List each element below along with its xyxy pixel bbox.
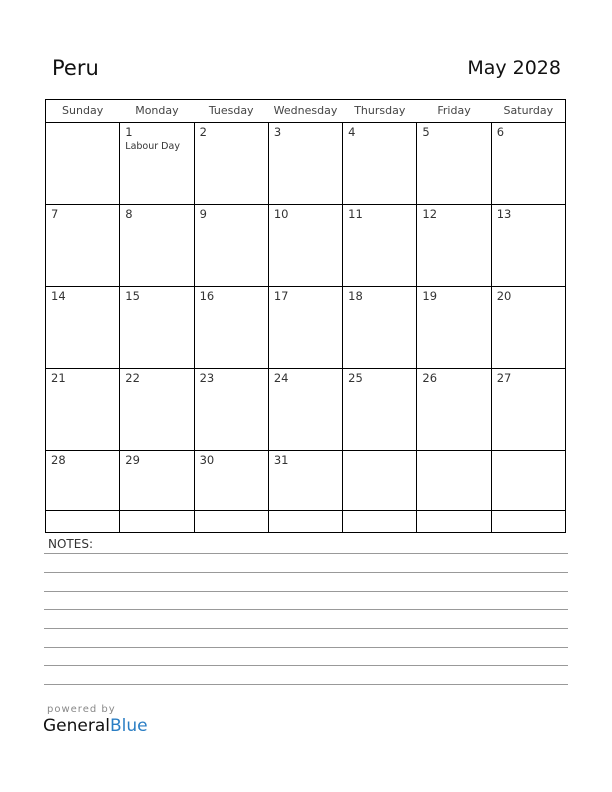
notes-line <box>44 684 568 685</box>
day-number: 15 <box>125 289 140 303</box>
notes-line <box>44 665 568 666</box>
notes-line <box>44 572 568 573</box>
weekday-header: Saturday <box>491 99 565 123</box>
day-cell <box>491 451 565 533</box>
day-number: 5 <box>422 125 430 139</box>
day-number: 17 <box>273 289 289 303</box>
day-cell <box>343 287 417 369</box>
day-cell <box>491 123 565 205</box>
day-number: 2 <box>199 125 207 139</box>
day-cell <box>194 369 268 451</box>
notes-line <box>44 591 568 592</box>
day-number: 22 <box>125 371 140 385</box>
weekday-header: Friday <box>417 99 491 123</box>
day-cell <box>343 123 417 205</box>
day-number: 10 <box>273 207 289 221</box>
powered-by: powered by <box>47 704 116 715</box>
week-row <box>46 451 566 533</box>
day-cell <box>417 287 491 369</box>
calendar-grid <box>45 99 566 533</box>
week-row <box>46 123 566 205</box>
day-number: 12 <box>422 207 438 221</box>
weekday-header: Monday <box>120 99 194 123</box>
day-number: 9 <box>199 207 207 221</box>
week-row <box>46 205 566 287</box>
weekday-header: Thursday <box>343 99 417 123</box>
day-cell <box>120 451 194 533</box>
day-cell <box>46 287 120 369</box>
week-row <box>46 369 566 451</box>
day-cell <box>120 287 194 369</box>
day-number: 29 <box>125 453 140 467</box>
day-cell <box>268 287 342 369</box>
notes-line <box>44 647 568 648</box>
day-number: 7 <box>51 207 59 221</box>
day-number: 28 <box>51 453 66 467</box>
weekday-header: Sunday <box>46 99 120 123</box>
day-cell <box>46 451 120 533</box>
day-number: 23 <box>199 371 215 385</box>
day-cell <box>417 451 491 533</box>
day-number: 24 <box>273 371 289 385</box>
day-number: 30 <box>199 453 215 467</box>
day-cell <box>194 123 268 205</box>
day-number: 26 <box>422 371 438 385</box>
day-number: 21 <box>51 371 66 385</box>
notes-line <box>44 628 568 629</box>
day-number: 25 <box>348 371 363 385</box>
logo-general: General <box>43 716 110 736</box>
day-number: 6 <box>496 125 505 139</box>
day-number: 31 <box>273 453 289 467</box>
day-cell <box>491 287 565 369</box>
day-cell <box>343 205 417 287</box>
day-cell <box>194 287 268 369</box>
day-number: 13 <box>496 207 512 221</box>
day-number: 20 <box>496 289 512 303</box>
day-number: 8 <box>125 207 133 221</box>
day-number: 3 <box>273 125 282 139</box>
day-cell <box>343 451 417 533</box>
day-cell <box>268 369 342 451</box>
day-cell <box>194 205 268 287</box>
holiday-label: Labour Day <box>125 141 180 152</box>
day-cell <box>417 205 491 287</box>
country-title: Peru <box>52 56 99 80</box>
weekday-header: Tuesday <box>194 99 268 123</box>
generalblue-logo <box>43 716 148 736</box>
day-cell <box>343 369 417 451</box>
day-cell <box>46 369 120 451</box>
notes-line <box>44 609 568 610</box>
day-cell <box>46 205 120 287</box>
day-cell <box>268 205 342 287</box>
day-cell <box>417 123 491 205</box>
day-number: 18 <box>348 289 363 303</box>
week-row <box>46 287 566 369</box>
day-cell <box>120 205 194 287</box>
logo-blue: Blue <box>110 716 148 736</box>
month-title: May 2028 <box>467 57 561 79</box>
day-number: 19 <box>422 289 438 303</box>
day-cell <box>120 123 194 205</box>
day-number: 1 <box>125 125 133 139</box>
day-number: 14 <box>51 289 66 303</box>
day-number: 11 <box>348 207 363 221</box>
day-cell <box>491 369 565 451</box>
day-cell <box>268 451 342 533</box>
day-cell <box>194 451 268 533</box>
day-number: 27 <box>496 371 512 385</box>
weekday-header: Wednesday <box>268 99 342 123</box>
day-cell <box>46 123 120 205</box>
day-cell <box>268 123 342 205</box>
day-number: 16 <box>199 289 215 303</box>
day-cell <box>120 369 194 451</box>
day-number: 4 <box>348 125 356 139</box>
notes-line <box>44 553 568 554</box>
day-cell <box>417 369 491 451</box>
notes-label: NOTES: <box>48 537 93 551</box>
day-cell <box>491 205 565 287</box>
